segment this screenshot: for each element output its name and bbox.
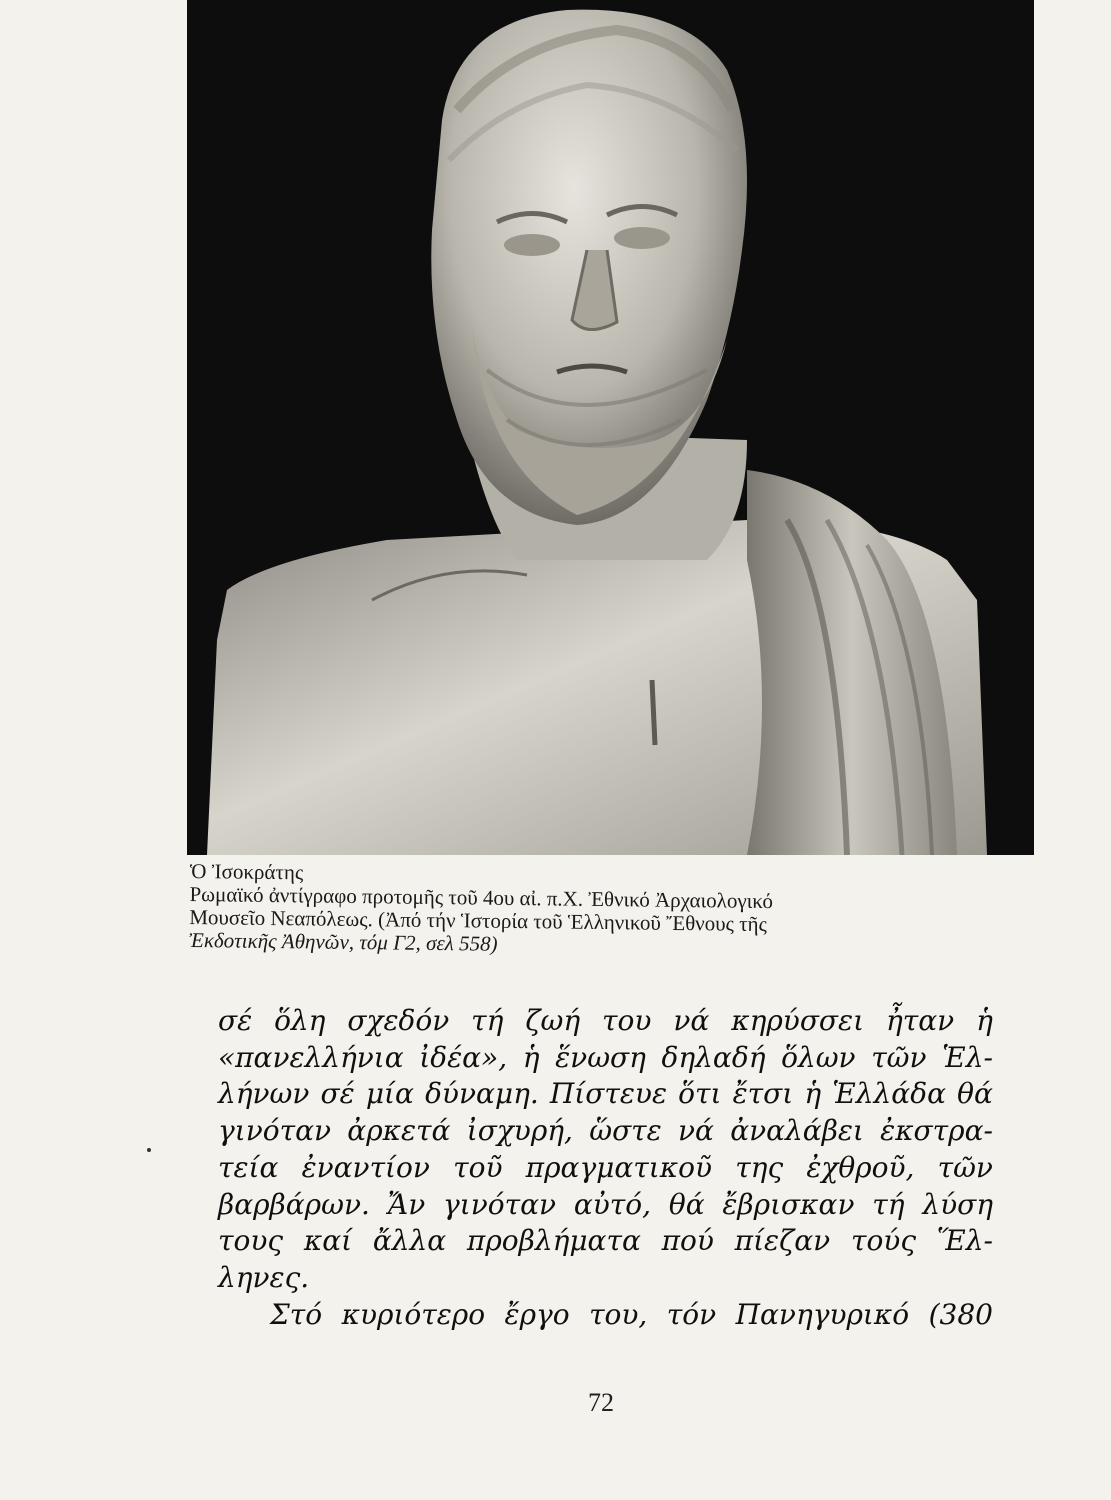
- text-line: σέ ὅλη σχεδόν τή ζωή του νά κηρύσσει ἦταν ἡ: [218, 1004, 993, 1037]
- caption-title: Ὁ Ἰσοκράτης: [189, 859, 304, 885]
- text-line: Στό κυριότερο ἔργο του, τόν Πανηγυρικό (380: [270, 1297, 993, 1331]
- caption-line: Ρωμαϊκό ἀντίγραφο προτομῆς τοῦ 4ου αἰ. π.Χ. Ἐθνικό Ἀρχαιολογικό: [189, 881, 774, 914]
- body-paragraph: [218, 1003, 993, 1333]
- figure-caption: [189, 860, 970, 962]
- scan-speck: [147, 1148, 151, 1152]
- text-line: βαρβάρων. Ἄν γινόταν αὐτό, θά ἔβρισκαν τή λύση: [218, 1187, 993, 1221]
- text-line: «πανελλήνια ἰδέα», ἡ ἕνωση δηλαδή ὅλων τῶν Ἑλ-: [218, 1040, 993, 1074]
- text-line: γινόταν ἀρκετά ἰσχυρή, ὥστε νά ἀναλάβει ἐκστρα-: [218, 1114, 993, 1148]
- caption-line: Μουσεῖο Νεαπόλεως. (Ἀπό τήν Ἱστορία τοῦ Ἑλληνικοῦ Ἔθνους τῆς: [189, 904, 768, 937]
- isocrates-bust-image: [187, 0, 1034, 855]
- text-line: ληνες.: [218, 1260, 310, 1294]
- text-line: τεία ἐναντίον τοῦ πραγματικοῦ της ἐχθροῦ, τῶν: [218, 1150, 993, 1184]
- page-number: 72: [588, 1388, 614, 1417]
- caption-line: Ἐκδοτικῆς Ἀθηνῶν, τόμ Γ2, σελ 558): [188, 927, 498, 956]
- text-line: τους καί ἄλλα προβλήματα πού πίεζαν τούς Ἕλ-: [218, 1224, 993, 1258]
- bust-photograph: [187, 0, 1034, 855]
- text-line: λήνων σέ μία δύναμη. Πίστευε ὅτι ἔτσι ἡ Ἑλλάδα θά: [218, 1077, 993, 1111]
